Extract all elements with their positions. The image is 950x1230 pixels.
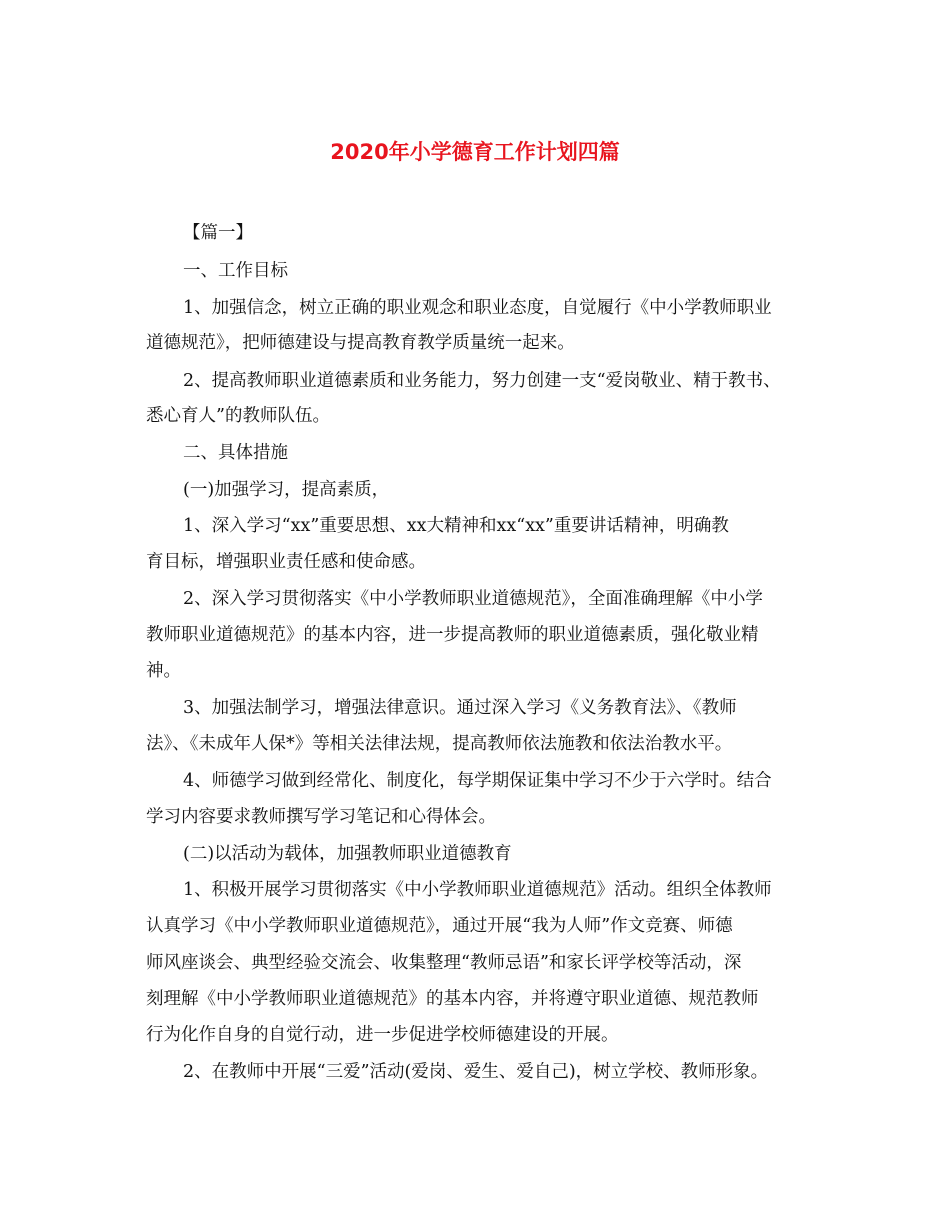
- paragraph-line: 认真学习《中小学教师职业道德规范》，通过开展“我为人师”作文竞赛、师德: [146, 916, 733, 936]
- section-heading-part-one: 【篇一】: [183, 223, 253, 243]
- paragraph-line: 1、加强信念，树立正确的职业观念和职业态度，自觉履行《中小学教师职业: [183, 298, 772, 318]
- paragraph-line: 神。: [146, 661, 181, 681]
- heading-measures: 二、具体措施: [183, 443, 288, 463]
- paragraph-line: 学习内容要求教师撰写学习笔记和心得体会。: [146, 807, 496, 827]
- paragraph-line: 育目标，增强职业责任感和使命感。: [146, 552, 426, 572]
- paragraph-line: 3、加强法制学习，增强法律意识。通过深入学习《义务教育法》、《教师: [183, 698, 737, 718]
- paragraph-line: 1、深入学习“xx”重要思想、xx大精神和xx“xx”重要讲话精神，明确教: [183, 516, 729, 536]
- paragraph-line: 2、提高教师职业道德素质和业务能力，努力创建一支“爱岗敬业、精于教书、: [183, 371, 781, 391]
- subheading-study: (一)加强学习，提高素质，: [183, 480, 390, 500]
- heading-work-goals: 一、工作目标: [183, 261, 288, 281]
- subheading-activities: (二)以活动为载体，加强教师职业道德教育: [183, 844, 512, 864]
- paragraph-line: 2、在教师中开展“三爱”活动(爱岗、爱生、爱自己)，树立学校、教师形象。: [183, 1062, 769, 1082]
- paragraph-line: 1、积极开展学习贯彻落实《中小学教师职业道德规范》活动。组织全体教师: [183, 880, 772, 900]
- paragraph-line: 4、师德学习做到经常化、制度化，每学期保证集中学习不少于六学时。结合: [183, 771, 772, 791]
- document-title: 2020年小学德育工作计划四篇: [330, 140, 620, 164]
- paragraph-line: 悉心育人”的教师队伍。: [146, 406, 330, 426]
- paragraph-line: 教师职业道德规范》的基本内容，进一步提高教师的职业道德素质，强化敬业精: [146, 625, 759, 645]
- paragraph-line: 刻理解《中小学教师职业道德规范》的基本内容，并将遵守职业道德、规范教师: [146, 989, 759, 1009]
- paragraph-line: 师风座谈会、典型经验交流会、收集整理“教师忌语”和家长评学校等活动，深: [146, 953, 742, 973]
- paragraph-line: 法》、《未成年人保*》等相关法律法规，提高教师依法施教和依法治教水平。: [146, 734, 733, 754]
- paragraph-line: 2、深入学习贯彻落实《中小学教师职业道德规范》，全面准确理解《中小学: [183, 589, 763, 609]
- paragraph-line: 道德规范》，把师德建设与提高教育教学质量统一起来。: [146, 333, 575, 353]
- paragraph-line: 行为化作自身的自觉行动，进一步促进学校师德建设的开展。: [146, 1025, 619, 1045]
